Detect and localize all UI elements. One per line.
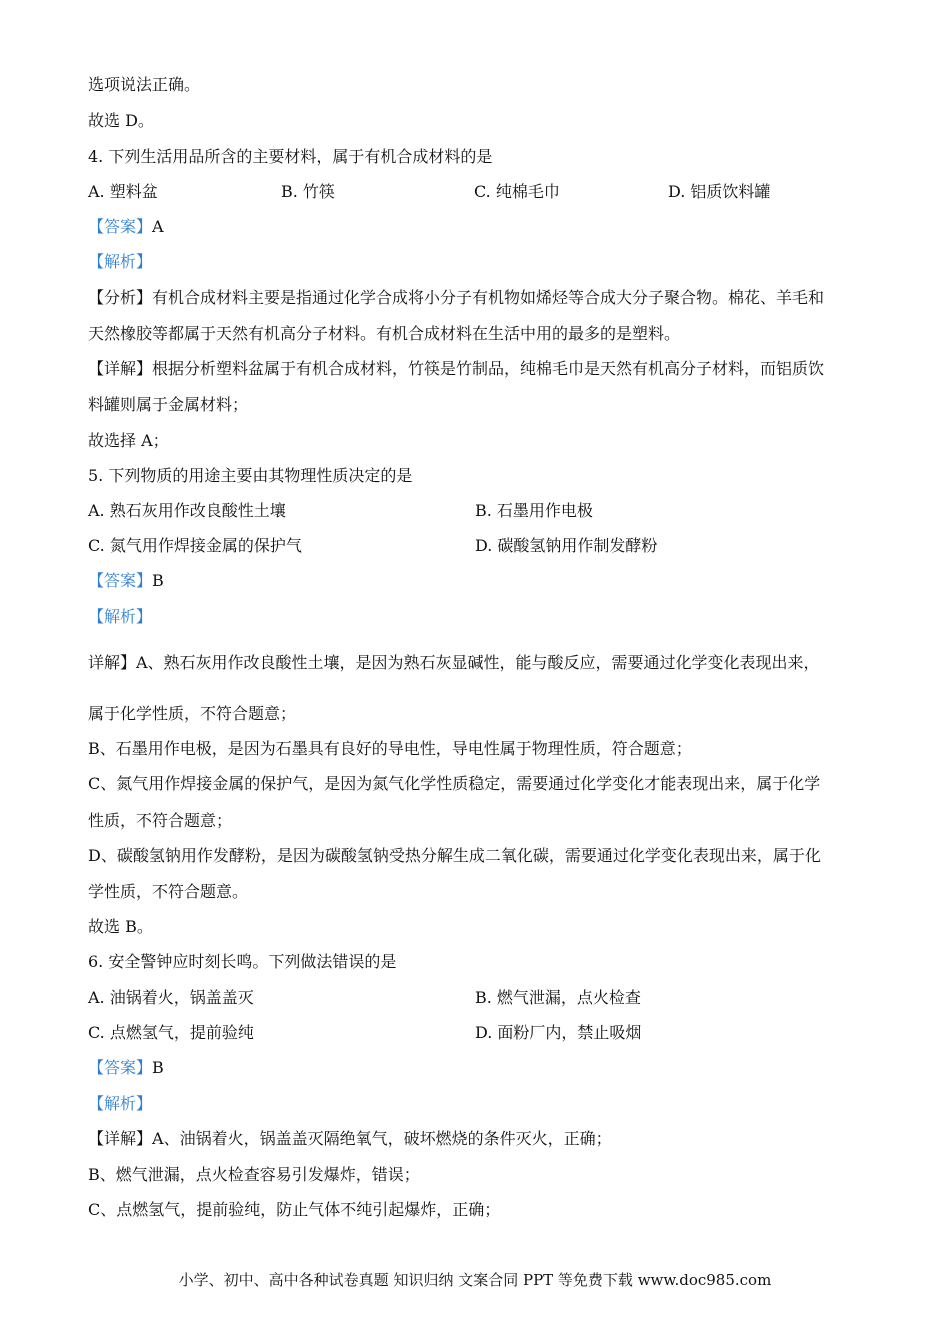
q5-jiexi [88,606,152,628]
q4-answer [88,216,164,238]
q6-detail-line-3: C、点燃氢气，提前验纯，防止气体不纯引起爆炸，正确； [88,1200,501,1219]
q4-option-a: A. 塑料盆 [88,182,158,201]
q4-jiexi [88,251,152,273]
answer-value: B [152,1058,164,1077]
q6-option-c: C. 点燃氢气，提前验纯 [88,1023,254,1042]
q6-jiexi [88,1093,152,1115]
q5-answer [88,570,164,592]
q6-stem: 6. 安全警钟应时刻长鸣。下列做法错误的是 [88,952,397,971]
q6-answer [88,1057,164,1079]
q6-option-a: A. 油锅着火，锅盖盖灭 [88,988,254,1007]
detail-tag: 【详解】 [88,1129,153,1148]
q4-option-d: D. 铝质饮料罐 [668,182,771,201]
intro-line-1: 选项说法正确。 [88,75,201,94]
q6-option-d: D. 面粉厂内，禁止吸烟 [475,1023,642,1042]
q5-conclusion: 故选 B。 [88,917,153,936]
q5-stem: 5. 下列物质的用途主要由其物理性质决定的是 [88,466,413,485]
q4-analysis-line-2: 天然橡胶等都属于天然有机高分子材料。有机合成材料在生活中用的最多的是塑料。 [88,324,681,343]
answer-tag: 【答案】 [88,571,153,590]
detail-tag: 【详解】 [88,359,153,378]
jiexi-tag: 【解析】 [88,252,153,271]
q4-detail-line-1 [88,358,824,380]
analysis-text: 有机合成材料主要是指通过化学合成将小分子有机物如烯烃等合成大分子聚合物。棉花、羊毛和 [152,288,825,307]
q5-detail-line-2: 属于化学性质，不符合题意； [88,704,297,723]
q6-option-b: B. 燃气泄漏，点火检查 [475,988,641,1007]
q5-detail-line-3: B、石墨用作电极，是因为石墨具有良好的导电性，导电性属于物理性质，符合题意； [88,739,692,758]
q5-option-b: B. 石墨用作电极 [475,501,593,520]
answer-value: B [152,571,164,590]
detail-text: 根据分析塑料盆属于有机合成材料，竹筷是竹制品，纯棉毛巾是天然有机高分子材料，而铝质饮 [152,359,825,378]
q4-stem: 4. 下列生活用品所含的主要材料，属于有机合成材料的是 [88,147,493,166]
q4-analysis-line-1 [88,287,824,309]
q5-detail-line-1: 详解】A、熟石灰用作改良酸性土壤，是因为熟石灰显碱性，能与酸反应，需要通过化学变化表现出来， [88,653,820,672]
jiexi-tag: 【解析】 [88,1094,153,1113]
answer-tag: 【答案】 [88,1058,153,1077]
jiexi-tag: 【解析】 [88,607,153,626]
q5-option-a: A. 熟石灰用作改良酸性土壤 [88,501,286,520]
q6-detail-line-1 [88,1128,612,1150]
q4-option-c: C. 纯棉毛巾 [474,182,560,201]
q5-detail-line-4: C、氮气用作焊接金属的保护气，是因为氮气化学性质稳定，需要通过化学变化才能表现出来，属于化学 [88,774,821,793]
analysis-tag: 【分析】 [88,288,153,307]
answer-tag: 【答案】 [88,217,153,236]
q4-detail-line-2: 料罐则属于金属材料； [88,395,249,414]
q4-option-b: B. 竹筷 [281,182,335,201]
q5-detail-line-6: D、碳酸氢钠用作发酵粉，是因为碳酸氢钠受热分解生成二氧化碳，需要通过化学变化表现出来，属于化 [88,846,821,865]
q6-detail-line-2: B、燃气泄漏，点火检查容易引发爆炸，错误； [88,1165,420,1184]
intro-line-2: 故选 D。 [88,111,154,130]
answer-value: A [152,217,164,236]
page-footer: 小学、初中、高中各种试卷真题 知识归纳 文案合同 PPT 等免费下载 www.doc985.com [178,1271,772,1289]
q5-detail-line-7: 学性质，不符合题意。 [88,882,249,901]
q5-option-d: D. 碳酸氢钠用作制发酵粉 [475,536,658,555]
q5-detail-line-5: 性质，不符合题意； [88,811,233,830]
q4-conclusion: 故选择 A； [88,431,169,450]
detail-text: A、油锅着火，锅盖盖灭隔绝氧气，破坏燃烧的条件灭火，正确； [152,1129,612,1148]
q5-option-c: C. 氮气用作焊接金属的保护气 [88,536,302,555]
